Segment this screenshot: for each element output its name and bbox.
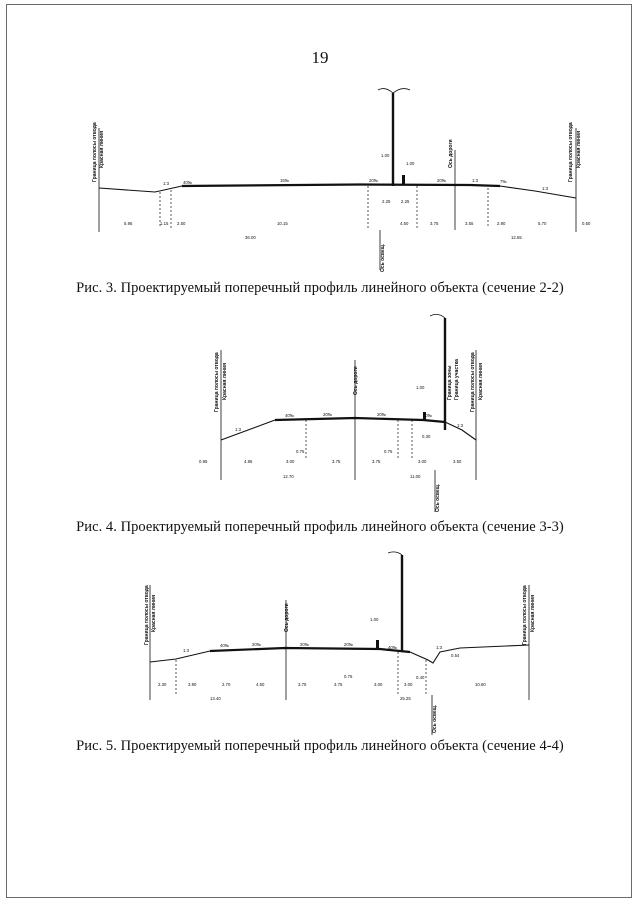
slope-label: 20‰ xyxy=(300,642,310,647)
boundary-label: Граница полосы отвода xyxy=(214,352,220,412)
red-line-label: Красная линия xyxy=(99,130,105,168)
red-line-label: Красная линия xyxy=(151,594,157,632)
figure-caption: Рис. 4. Проектируемый поперечный профиль линейного объекта (сечение 3-3) xyxy=(76,519,564,535)
width-dim: 3.50 xyxy=(453,459,462,464)
slope-label: 15‰ xyxy=(280,178,290,183)
slope-label: 40‰ xyxy=(285,413,295,418)
red-line-label: Красная линия xyxy=(576,130,582,168)
total-dim: 25.25 xyxy=(400,696,411,701)
width-dim: 2.90 xyxy=(497,221,506,226)
slope-label: 1:3 xyxy=(183,648,189,653)
slope-label: 1:3 xyxy=(436,645,442,650)
slope-label: 1:3 xyxy=(235,427,241,432)
width-dim: 3.75 xyxy=(298,682,307,687)
red-line-label: Красная линия xyxy=(530,594,536,632)
width-dim: 10.15 xyxy=(277,221,288,226)
total-dim: 36.00 xyxy=(245,235,256,240)
width-dim: 1.15 xyxy=(160,221,169,226)
width-dim: 4.85 xyxy=(244,459,253,464)
width-dim: 3.75 xyxy=(430,221,439,226)
slope-label: 20‰ xyxy=(369,178,379,183)
edge-right2-label: Граница участка xyxy=(454,359,460,400)
boundary-label: Граница полосы отвода xyxy=(92,122,98,182)
width-dim: 0.50 xyxy=(582,221,591,226)
slope-label: 1:3 xyxy=(542,186,548,191)
axis-light-label: Ось освещ. xyxy=(380,243,386,272)
slope-label: 40‰ xyxy=(183,180,193,185)
width-dim: 2.30 xyxy=(158,682,167,687)
slope-label: 40‰ xyxy=(423,413,433,418)
total-dim: 13.40 xyxy=(210,696,221,701)
lamp-dim: 0.54 xyxy=(451,653,460,658)
page-number: 19 xyxy=(311,48,329,67)
figure-caption: Рис. 3. Проектируемый поперечный профиль линейного объекта (сечение 2-2) xyxy=(76,280,564,296)
slope-label: 40‰ xyxy=(388,645,398,650)
axis-light-label: Ось освещ. xyxy=(432,704,438,733)
slope-label: 20‰ xyxy=(323,412,333,417)
boundary-label: Граница полосы отвода xyxy=(144,585,150,645)
width-dim: 2.70 xyxy=(222,682,231,687)
width-dim: 3.00 xyxy=(404,682,413,687)
slope-label: 1:3 xyxy=(457,423,463,428)
slope-label: 7‰ xyxy=(500,179,507,184)
width-dim: 3.00 xyxy=(418,459,427,464)
total-dim: 11.00 xyxy=(410,474,421,479)
cross-section-figure-3 xyxy=(0,80,640,280)
axis-road-label: Ось дороги xyxy=(448,139,454,168)
boundary-label: Граница полосы отвода xyxy=(522,585,528,645)
axis-light-label: Ось освещ. xyxy=(435,483,441,512)
width-dim: 2.50 xyxy=(177,221,186,226)
axis-road-label: Ось дороги xyxy=(353,366,359,395)
slope-label: 40‰ xyxy=(220,643,230,648)
slope-label: 20‰ xyxy=(252,642,262,647)
cross-section-figure-5 xyxy=(0,550,640,740)
figure-caption: Рис. 5. Проектируемый поперечный профиль линейного объекта (сечение 4-4) xyxy=(76,738,564,754)
lamp-dim: 0.75 xyxy=(344,674,353,679)
lamp-dim: 0.75 xyxy=(384,449,393,454)
lamp-dim: 1.00 xyxy=(370,617,379,622)
width-dim: 3.00 xyxy=(374,682,383,687)
width-dim: 2.25 xyxy=(401,199,410,204)
cross-section-figure-4 xyxy=(0,310,640,510)
lamp-dim: 1.00 xyxy=(416,385,425,390)
lamp-dim: 0.75 xyxy=(296,449,305,454)
lamp-dim: 0.30 xyxy=(422,434,431,439)
lamp-dim: 1.00 xyxy=(406,161,415,166)
width-dim: 5.70 xyxy=(538,221,547,226)
slope-label: 1:3 xyxy=(163,181,169,186)
width-dim: 3.75 xyxy=(372,459,381,464)
width-dim: 3.00 xyxy=(286,459,295,464)
total-dim: 4.50 xyxy=(400,221,409,226)
boundary-label: Граница полосы отвода xyxy=(568,122,574,182)
slope-label: 20‰ xyxy=(344,642,354,647)
edge-right-label: Граница зоны xyxy=(447,365,453,400)
width-dim: 3.90 xyxy=(188,682,197,687)
total-dim: 12.65 xyxy=(511,235,522,240)
width-dim: 0.40 xyxy=(416,675,425,680)
width-dim: 10.60 xyxy=(475,682,486,687)
slope-label: 20‰ xyxy=(377,412,387,417)
width-dim: 0.95 xyxy=(199,459,208,464)
total-dim: 12.70 xyxy=(283,474,294,479)
width-dim: 5.95 xyxy=(124,221,133,226)
axis-road-label: Ось дороги xyxy=(284,603,290,632)
width-dim: 3.75 xyxy=(332,459,341,464)
width-dim: 3.75 xyxy=(334,682,343,687)
width-dim: 3.55 xyxy=(465,221,474,226)
red-line-label: Красная линия xyxy=(222,362,228,400)
width-dim: 2.25 xyxy=(382,199,391,204)
width-dim: 4.50 xyxy=(256,682,265,687)
slope-label: 20‰ xyxy=(437,178,447,183)
boundary-label: Граница полосы отвода xyxy=(470,352,476,412)
red-line-label: Красная линия xyxy=(478,362,484,400)
slope-label: 1:3 xyxy=(472,178,478,183)
lamp-dim: 1.00 xyxy=(381,153,390,158)
